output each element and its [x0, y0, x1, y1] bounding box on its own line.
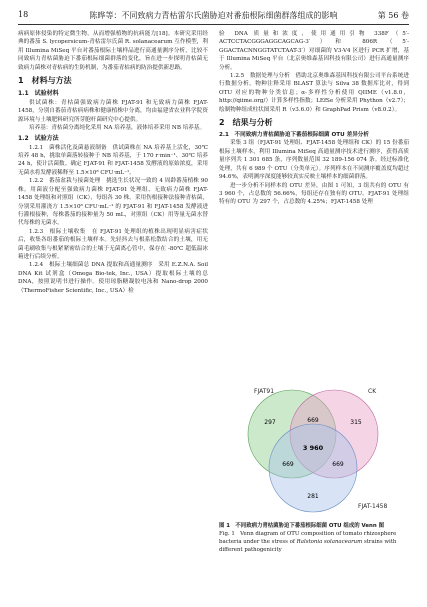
- caption-english-prefix: Fig. 1 Venn diagram of OTU composition of tomato rhizosphere bacteria under the stress of: [219, 531, 397, 545]
- header-rule: [18, 24, 409, 25]
- venn-value-fjat91-fjat1458: 669: [282, 461, 294, 468]
- running-title: 陈晔等：不同致病力青枯雷尔氏菌胁迫对番茄根际细菌群落组成的影响: [89, 11, 338, 20]
- strains-paragraph: 供试菌株：青枯菌强致病力菌株 FJAT-91 和无致病力菌株 FJAT-1458，分别自番茄青枯病病株和健康植株中分离，均由福建省农业科学院资源环境与土壤肥料研究所芽胞杆菌研究中心提供。: [18, 100, 208, 123]
- venn-value-only-fjat91: 297: [264, 419, 276, 426]
- results-paragraph-2: 进一步分析不同样本的 OTU 差异，由图 1 可知，3 组共有的 OTU 有 3 960 个，占总数的 56.66%，每组还存在独有的 OTU。FJAT-91 处理组特有的 OTU 为 297 个，占总数的 4.25%；FJAT-1458 处理: [219, 182, 409, 206]
- venn-value-fjat91-ck: 669: [307, 417, 319, 424]
- figure-caption: [219, 522, 409, 554]
- caption-english-suffix: strains with different pathogenicity: [219, 539, 397, 553]
- running-header: [18, 10, 409, 24]
- continued-paragraph: 验 DNA 质量和浓度，使用通用引物 338F（5′-ACTCCTACGGGAGGCAGCAG-3′）和 806R（5′-GGACTACNNGGTATCTAAT-3′）对细菌的 V3-V4 区进行 PCR 扩增，基于 Illumina MiSeq 平台（北京奥维森基因科技有限公司）进行高通量测序分析。: [219, 31, 409, 71]
- method-1-2-2: 1.2.2 番茄盆栽与接菌处理 挑选生长状况一致的 4 周龄番茄植株 90 株。用菌液分配至强致病力菌株 FJAT-91 处理组、无致病力菌株 FJAT-1458 处理组和对照组（CK），每组各 30 株。采用伤根接种法接种青枯菌，分别采用灌浇方 1.5×10⁸ CFU·mL⁻¹ 的 FJAT-91 和 FJAT-1458 发酵液进行灌根接种，每株番茄的接种量为 50 mL，对照组（CK）用等量无菌水替代每株的无菌水。: [18, 178, 208, 227]
- results-paragraph-1: 采集 3 组（FJAT-91 处理组、FJAT-1458 处理组和 CK）的 15 份番茄根际土壤样本，利用 Illumina MiSeq 高通量测序技术进行测序，获得高质量序列共 1 301 685 条，序列数量范围 32 189-156 074 条。经过标准化处理，共有 6 989 个 OTU（分类单元）。序列样本在不同测序覆盖度均超过 94.6%，表明测序深度能够较真实反映土壤样本的细菌群落。: [219, 140, 409, 181]
- venn-label-fjat1458: FJAT-1458: [358, 503, 388, 510]
- venn-value-ck-fjat1458: 669: [332, 461, 344, 468]
- caption-chinese: 图 1 不同致病力青枯菌胁迫下番茄根际细菌 OTU 组成的 Venn 图: [219, 523, 384, 529]
- method-1-2-1: 1.2.1 菌株活化及菌悬液制备 供试菌株在 NA 培养基上活化，30℃ 培养 48 h，挑取单菌落转接种于 NB 培养基，于 170 r·min⁻¹、30℃ 培养 24 h，使计活菌数。确定 FJAT-91 和 FJAT-1458 发酵液的原始浓度，采用无菌水将发酵液稀释至 1.5×10⁸ CFU·mL⁻¹。: [18, 144, 208, 176]
- venn-svg: [218, 384, 408, 514]
- medium-paragraph: 培养基：青枯菌分离纯化采用 NA 培养基，液体培养采用 NB 培养基。: [29, 125, 206, 132]
- caption-species: Ralstonia solanacearum: [296, 539, 363, 545]
- venn-diagram: [218, 384, 408, 514]
- section-1-1-title: 1.1 试验材料: [18, 90, 59, 98]
- venn-label-ck: CK: [368, 388, 377, 395]
- method-1-2-3: 1.2.3 根际土壤收集 在 FJAT-91 处理组的植株出现明显病害症状后，收集各组番茄的根际土壤样本。先轻抖去与根系松散结合的土壤，用无菌毛刷收集与根紧紧密结合的土壤于无菌离心管中，保存在 -80℃ 超低温冰箱进行后续分析。: [18, 228, 208, 260]
- section-2-title: 2 结果与分析: [219, 118, 273, 128]
- section-2-1-title: 2.1 不同致病力青枯菌胁迫下番茄根际细菌 OTU 差异分析: [219, 132, 369, 139]
- venn-value-only-fjat1458: 281: [307, 493, 319, 500]
- section-1-2-title: 1.2 试验方法: [18, 134, 59, 142]
- venn-value-only-ck: 315: [350, 419, 362, 426]
- venn-value-all: 3 960: [302, 444, 324, 452]
- caption-english: [219, 530, 409, 554]
- method-1-2-5: 1.2.5 数据处理与分析 借助北京奥维森基因科技有限公司平台系统进行数据分析。物种注释采用 BLAST 算法与 Silva 38 数据库比对，得到 OTU 对应的物种分类信息；α-多样性分析使用 QIIME（v1.8.0，http://qiime.org/）计算多样性指数；LEfSe 分析采用 Phython（v2.7）；绘制物种组成柱状图采用 R（v3.6.0）和 GraphPad Prism（v8.0.2）。: [219, 73, 409, 113]
- left-column: [18, 30, 208, 295]
- venn-label-fjat91: FJAT91: [254, 388, 275, 395]
- page-number: 18: [18, 10, 29, 19]
- right-column: [219, 30, 409, 207]
- volume-label: 第 56 卷: [377, 11, 409, 20]
- method-1-2-4: 1.2.4 根际土壤细菌总 DNA 提取和高通量测序 采用 E.Z.N.A. Soil DNA Kit 试剂盒（Omega Bio-tek, Inc., USA）提取根际土壤的总 DNA，按照说明书进行操作。使用琼脂糖凝胶电泳和 Nano-drop 2000（ThermoFisher Scientific, Inc., USA）检: [18, 262, 208, 294]
- intro-paragraph: 病病原体侵染的特定微生物，从而增强植物的抗病能力[18]。本研究采用经典的番茄 S. lycopersicum-青枯雷尔氏菌 R. solanacearum 互作模型，利用 Illumina MiSeq 平台对番茄根际土壤样品进行高通量测序分析，比较不同致病力青枯菌胁迫下番茄根际细菌群落的变化，旨在进一步探明青枯菌无致病力菌株对青枯病的生防机制，为番茄青枯病的防治提供新思路。: [18, 31, 208, 71]
- section-1-title: 1 材料与方法: [18, 76, 72, 86]
